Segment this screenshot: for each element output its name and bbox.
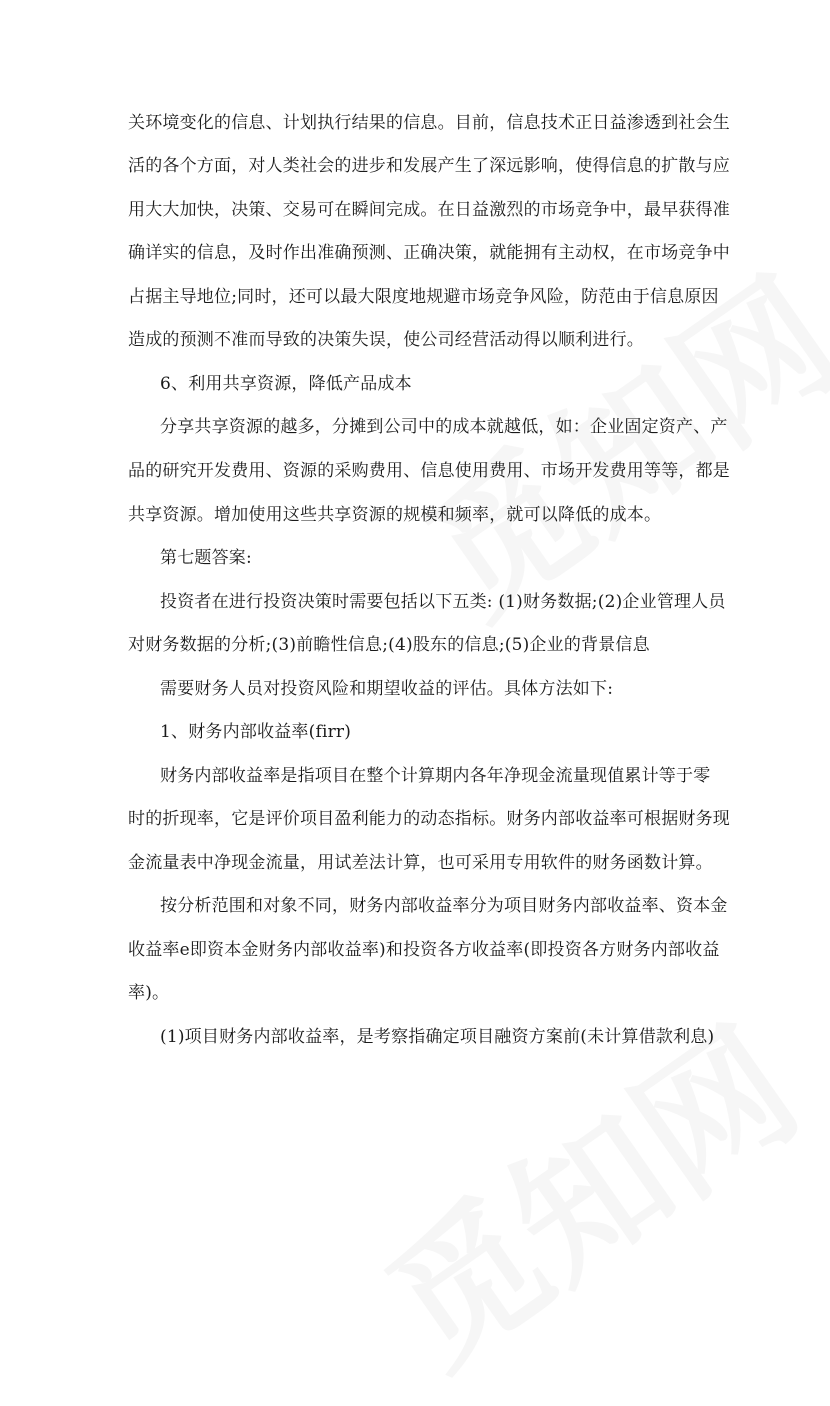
section-heading: 第七题答案: bbox=[160, 548, 252, 568]
text-line: 用大大加快，决策、交易可在瞬间完成。在日益激烈的市场竞争中，最早获得准 bbox=[128, 200, 730, 220]
section-heading: 6、利用共享资源，降低产品成本 bbox=[160, 374, 412, 394]
text-line: 收益率e即资本金财务内部收益率)和投资各方收益率(即投资各方财务内部收益 bbox=[128, 940, 720, 960]
section-heading: 1、财务内部收益率(firr) bbox=[160, 722, 352, 742]
text-line: 率)。 bbox=[128, 983, 170, 1003]
text-line: 共享资源。增加使用这些共享资源的规模和频率，就可以降低的成本。 bbox=[128, 505, 662, 525]
text-line: 造成的预测不准而导致的决策失误，使公司经营活动得以顺利进行。 bbox=[128, 330, 644, 350]
text-line: 关环境变化的信息、计划执行结果的信息。目前，信息技术正日益渗透到社会生 bbox=[128, 113, 730, 133]
text-line: 金流量表中净现金流量，用试差法计算，也可采用专用软件的财务函数计算。 bbox=[128, 853, 713, 873]
text-line: 确详实的信息，及时作出准确预测、正确决策，就能拥有主动权，在市场竞争中 bbox=[128, 243, 730, 263]
text-line: 品的研究开发费用、资源的采购费用、信息使用费用、市场开发费用等等，都是 bbox=[128, 461, 730, 481]
text-line: 对财务数据的分析;(3)前瞻性信息;(4)股东的信息;(5)企业的背景信息 bbox=[128, 635, 650, 655]
text-line: 分享共享资源的越多，分摊到公司中的成本就越低，如：企业固定资产、产 bbox=[160, 417, 728, 437]
text-line: 财务内部收益率是指项目在整个计算期内各年净现金流量现值累计等于零 bbox=[160, 766, 711, 786]
text-line: 时的折现率，它是评价项目盈利能力的动态指标。财务内部收益率可根据财务现 bbox=[128, 809, 730, 829]
text-line: (1)项目财务内部收益率，是考察指确定项目融资方案前(未计算借款利息) bbox=[160, 1027, 715, 1047]
text-line: 活的各个方面，对人类社会的进步和发展产生了深远影响，使得信息的扩散与应 bbox=[128, 156, 730, 176]
text-line: 投资者在进行投资决策时需要包括以下五类: (1)财务数据;(2)企业管理人员 bbox=[160, 592, 726, 612]
text-line: 占据主导地位;同时，还可以最大限度地规避市场竞争风险，防范由于信息原因 bbox=[128, 287, 719, 307]
text-line: 按分析范围和对象不同，财务内部收益率分为项目财务内部收益率、资本金 bbox=[160, 896, 728, 916]
text-line: 需要财务人员对投资风险和期望收益的评估。具体方法如下: bbox=[160, 679, 614, 699]
